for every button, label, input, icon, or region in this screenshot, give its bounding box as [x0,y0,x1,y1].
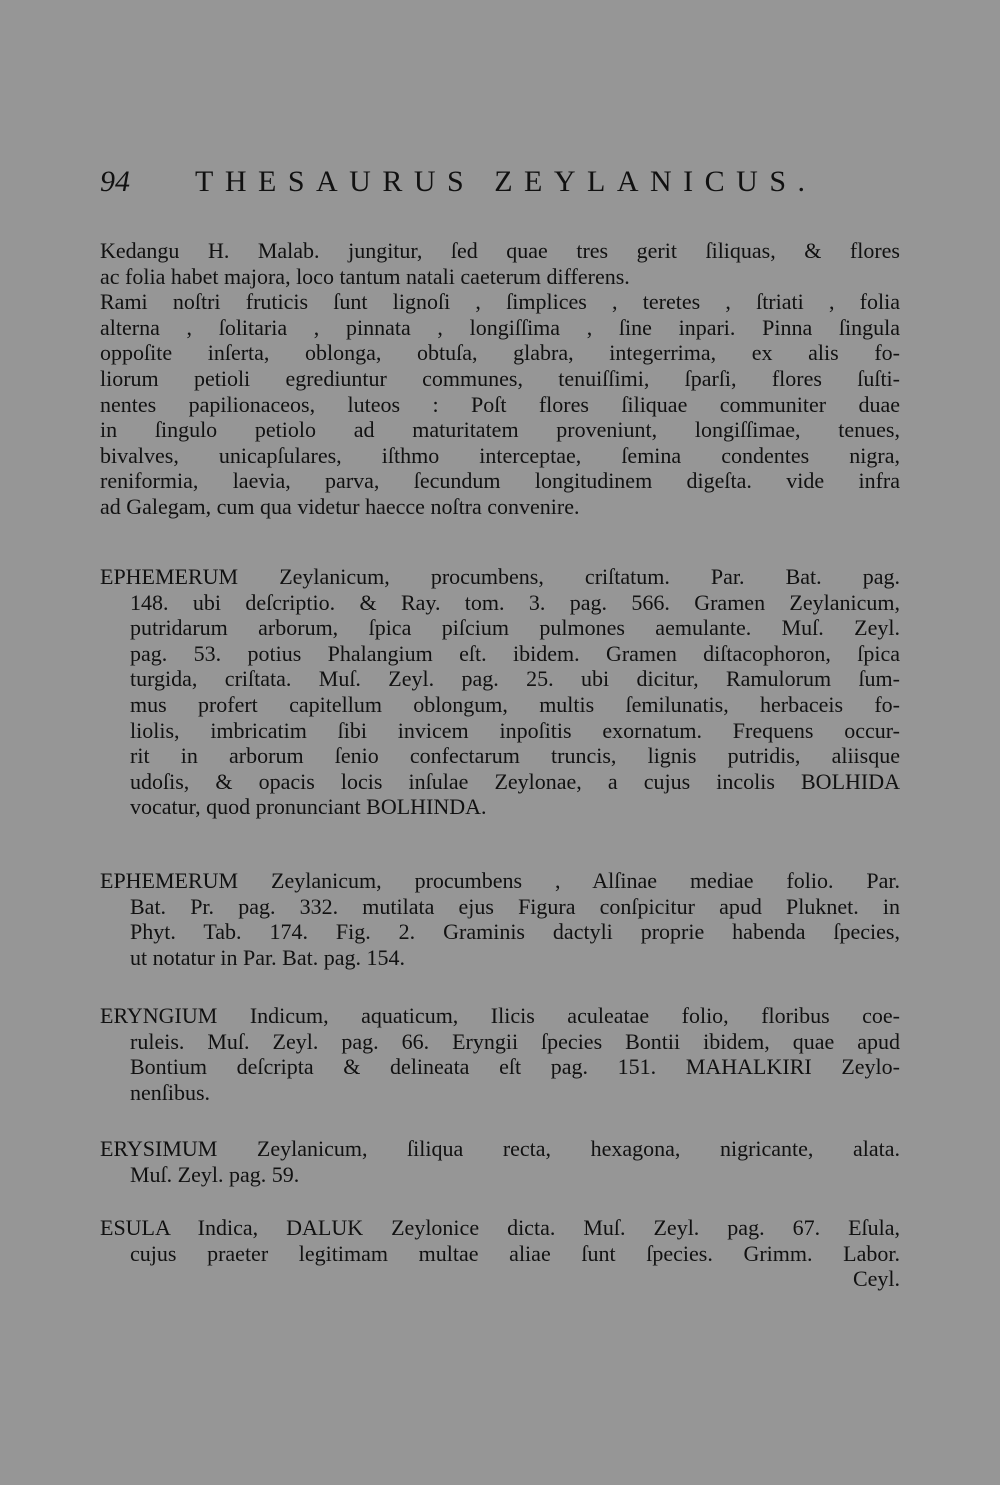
text-line: ut notatur in Par. Bat. pag. 154. [130,944,405,970]
text-line: Muſ. Zeyl. pag. 59. [130,1161,300,1187]
text-line: oppoſite inſerta, oblonga, obtuſa, glabra, integerrima, ex alis fo- [100,340,900,366]
catchword: Ceyl. [852,1266,900,1292]
entry-eryngium [100,1003,900,1105]
text-line: Bat. Pr. pag. 332. mutilata ejus Figura conſpicitur apud Pluknet. in [130,893,900,919]
continuation-paragraph [100,238,900,520]
text-line: pag. 53. potius Phalangium eſt. ibidem. Gramen diſtacophoron, ſpica [130,640,900,666]
entry-ephemerum-cristatum [100,564,900,820]
text-line: ad Galegam, cum qua videtur haecce noſtra convenire. [100,493,580,519]
text-line: Rami noſtri fruticis ſunt lignoſi , ſimplices , teretes , ſtriati , folia [100,289,900,315]
text-line: reniformia, laevia, parva, ſecundum longitudinem digeſta. vide infra [100,468,900,494]
page-number: 94 [100,165,130,198]
text-line: ruleis. Muſ. Zeyl. pag. 66. Eryngii ſpecies Bontii ibidem, quae apud [130,1028,900,1054]
text-line: alterna , ſolitaria , pinnata , longiſſima , ſine inpari. Pinna ſingula [100,314,900,340]
text-line: Bontium deſcripta & delineata eſt pag. 151. MAHALKIRI Zeylo- [130,1054,900,1080]
page-title: THESAURUS ZEYLANICUS. [195,165,817,198]
entry-headline: EPHEMERUM Zeylanicum, procumbens , Alſinae mediae folio. Par. [100,868,900,893]
text-line: Phyt. Tab. 174. Fig. 2. Graminis dactyli proprie habenda ſpecies, [130,919,900,945]
running-head [100,160,900,204]
text-line: rit in arborum ſenio confectarum truncis, lignis putridis, aliisque [130,743,900,769]
text-line: cujus praeter legitimam multae aliae ſunt ſpecies. Grimm. Labor. [130,1240,900,1266]
text-line: liorum petioli egrediuntur communes, tenuiſſimi, ſparſi, flores ſuſti- [100,365,900,391]
text-line: mus profert capitellum oblongum, multis ſemilunatis, herbaceis fo- [130,691,900,717]
text-line: in ſingulo petiolo ad maturitatem proveniunt, longiſſimae, tenues, [100,417,900,443]
entry-erysimum [100,1136,900,1187]
text-line: nentes papilionaceos, luteos : Poſt flores ſiliquae communiter duae [100,391,900,417]
text-line: turgida, criſtata. Muſ. Zeyl. pag. 25. ubi dicitur, Ramulorum ſum- [130,666,900,692]
text-line: putridarum arborum, ſpica piſcium pulmones aemulante. Muſ. Zeyl. [130,615,900,641]
text-line: vocatur, quod pronunciant BOLHINDA. [130,794,487,820]
entry-esula [100,1215,900,1292]
entry-ephemerum-alsinae [100,868,900,970]
text-line: ac folia habet majora, loco tantum natali caeterum differens. [100,263,630,289]
entry-headline: ERYSIMUM Zeylanicum, ſiliqua recta, hexagona, nigricante, alata. [100,1136,900,1161]
text-line: 148. ubi deſcriptio. & Ray. tom. 3. pag. 566. Gramen Zeylanicum, [130,589,900,615]
entry-headline: EPHEMERUM Zeylanicum, procumbens, criſtatum. Par. Bat. pag. [100,564,900,589]
text-line: udoſis, & opacis locis inſulae Zeylonae, a cujus incolis BOLHIDA [130,768,900,794]
text-line: Kedangu H. Malab. jungitur, ſed quae tres gerit ſiliquas, & flores [100,238,900,263]
text-line: liolis, imbricatim ſibi invicem inpoſitis exornatum. Frequens occur- [130,717,900,743]
text-line: nenſibus. [130,1079,211,1105]
entry-headline: ERYNGIUM Indicum, aquaticum, Ilicis aculeatae folio, floribus coe- [100,1003,900,1028]
text-line: bivalves, unicapſulares, iſthmo interceptae, ſemina condentes nigra, [100,442,900,468]
entry-headline: ESULA Indica, DALUK Zeylonice dicta. Muſ. Zeyl. pag. 67. Eſula, [100,1215,900,1240]
